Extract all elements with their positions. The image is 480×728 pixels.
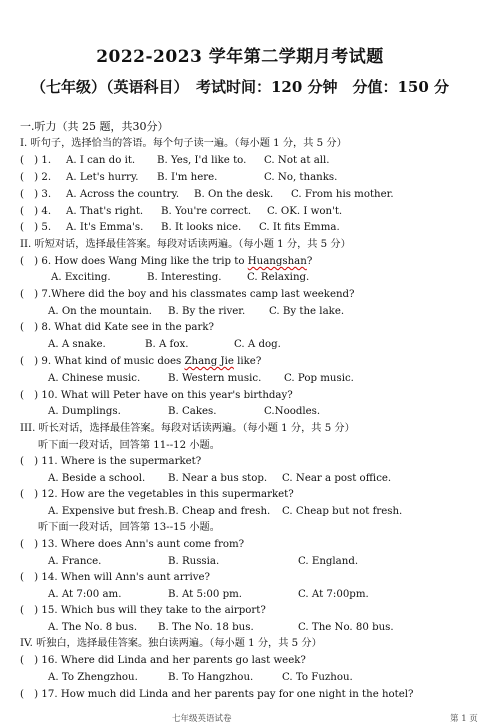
question-9-option-a: A. Chinese music. — [48, 373, 141, 384]
question-16-option-a: A. To Zhengzhou. — [48, 672, 138, 683]
question-8-option-a: A. A snake. — [48, 339, 106, 350]
question-16-option-b: B. To Hangzhou. — [168, 672, 254, 683]
footer-page-number: 第 1 页 — [450, 714, 478, 724]
question-1-option-b: B. Yes, I'd like to. — [157, 155, 247, 166]
question-7-option-b: B. By the river. — [168, 306, 246, 317]
question-4-option-c: C. OK. I won't. — [267, 206, 343, 217]
question-10-stem: ( ) 10. What will Peter have on this year's birthday? — [20, 390, 293, 401]
question-2-option-a: A. Let's hurry. — [66, 172, 139, 183]
question-10-option-b: B. Cakes. — [168, 406, 217, 417]
question-8-option-b: B. A fox. — [145, 339, 189, 350]
question-3-option-b: B. On the desk. — [194, 189, 274, 200]
question-2-option-c: C. No, thanks. — [264, 172, 338, 183]
question-15-option-c: C. The No. 80 bus. — [298, 622, 394, 633]
question-9-end: like? — [233, 356, 262, 367]
section-4-heading: IV. 听独白，选择最佳答案。独白读两遍。（每小题 1 分，共 5 分） — [20, 638, 322, 649]
question-11-option-c: C. Near a post office. — [282, 473, 392, 484]
question-14-option-c: C. At 7:00pm. — [298, 589, 369, 600]
question-6-option-b: B. Interesting. — [147, 272, 222, 283]
question-7-option-c: C. By the lake. — [269, 306, 345, 317]
question-13-option-c: C. England. — [298, 556, 359, 567]
question-15-stem: ( ) 15. Which bus will they take to the airport? — [20, 605, 266, 616]
question-5-option-a: A. It's Emma's. — [66, 222, 144, 233]
question-1-option-a: A. I can do it. — [66, 155, 136, 166]
section-3-note-1: 听下面一段对话，回答第 11--12 小题。 — [38, 440, 220, 451]
question-17-stem: ( ) 17. How much did Linda and her parents pay for one night in the hotel? — [20, 689, 414, 700]
question-6-mark: ? — [306, 256, 313, 267]
question-4-option-a: A. That's right. — [66, 206, 144, 217]
question-5-option-b: B. It looks nice. — [161, 222, 242, 233]
section-3-note-2: 听下面一段对话，回答第 13--15 小题。 — [38, 522, 220, 533]
question-9-option-b: B. Western music. — [168, 373, 262, 384]
question-7-stem: ( ) 7.Where did the boy and his classmates camp last weekend? — [20, 289, 355, 300]
question-10-option-a: A. Dumplings. — [48, 406, 121, 417]
question-12-option-b: B. Cheap and fresh. — [168, 506, 271, 517]
exam-title: 2022-2023 学年第二学期月考试题 — [96, 47, 384, 67]
question-9-text: ( ) 9. What kind of music does — [20, 356, 185, 367]
question-9-option-c: C. Pop music. — [284, 373, 354, 384]
section-1-heading: I. 听句子，选择恰当的答语。每个句子读一遍。（每小题 1 分，共 5 分） — [20, 138, 347, 149]
question-7-option-a: A. On the mountain. — [48, 306, 153, 317]
question-13-stem: ( ) 13. Where does Ann's aunt come from? — [20, 539, 245, 550]
question-14-option-b: B. At 5:00 pm. — [168, 589, 243, 600]
question-15-option-a: A. The No. 8 bus. — [48, 622, 138, 633]
question-4-stem: ( ) 4. — [20, 206, 52, 217]
part-listening-title: 一.听力（共 25 题，共30分） — [20, 120, 169, 133]
question-6-stem — [20, 255, 312, 268]
question-2-stem: ( ) 2. — [20, 172, 52, 183]
question-3-option-a: A. Across the country. — [66, 189, 180, 200]
question-16-option-c: C. To Fuzhou. — [282, 672, 353, 683]
question-11-stem: ( ) 11. Where is the supermarket? — [20, 456, 202, 467]
question-12-stem: ( ) 12. How are the vegetables in this supermarket? — [20, 489, 294, 500]
question-9-stem — [20, 355, 261, 368]
question-14-stem: ( ) 14. When will Ann's aunt arrive? — [20, 572, 211, 583]
question-16-stem: ( ) 16. Where did Linda and her parents go last week? — [20, 655, 306, 666]
question-10-option-c: C.Noodles. — [264, 406, 321, 417]
question-2-option-b: B. I'm here. — [157, 172, 218, 183]
footer-subject: 七年级英语试卷 — [172, 714, 232, 724]
question-11-option-a: A. Beside a school. — [48, 473, 146, 484]
question-3-stem: ( ) 3. — [20, 189, 52, 200]
question-11-option-b: B. Near a bus stop. — [168, 473, 268, 484]
question-8-option-c: C. A dog. — [234, 339, 281, 350]
question-5-option-c: C. It fits Emma. — [259, 222, 340, 233]
question-6-option-a: A. Exciting. — [51, 272, 111, 283]
question-3-option-c: C. From his mother. — [291, 189, 394, 200]
question-15-option-b: B. The No. 18 bus. — [158, 622, 254, 633]
question-13-option-a: A. France. — [48, 556, 102, 567]
question-6-highlighted-word: Huangshan — [247, 256, 307, 267]
question-13-option-b: B. Russia. — [168, 556, 220, 567]
question-14-option-a: A. At 7:00 am. — [48, 589, 122, 600]
question-1-option-c: C. Not at all. — [264, 155, 330, 166]
question-4-option-b: B. You're correct. — [161, 206, 252, 217]
question-8-stem: ( ) 8. What did Kate see in the park? — [20, 322, 214, 333]
section-3-heading: III. 听长对话，选择最佳答案。每段对话读两遍。（每小题 1 分，共 5 分） — [20, 423, 355, 434]
section-2-heading: II. 听短对话，选择最佳答案。每段对话读两遍。（每小题 1 分，共 5 分） — [20, 239, 351, 250]
question-12-option-a: A. Expensive but fresh. — [48, 506, 168, 517]
question-1-stem: ( ) 1. — [20, 155, 52, 166]
question-9-highlighted-word: Zhang Jie — [184, 356, 234, 367]
question-12-option-c: C. Cheap but not fresh. — [282, 506, 403, 517]
question-6-option-c: C. Relaxing. — [247, 272, 310, 283]
question-5-stem: ( ) 5. — [20, 222, 52, 233]
question-6-text: ( ) 6. How does Wang Ming like the trip to — [20, 256, 248, 267]
exam-subtitle: （七年级）（英语科目） 考试时间：120 分钟 分值：150 分 — [30, 78, 450, 96]
